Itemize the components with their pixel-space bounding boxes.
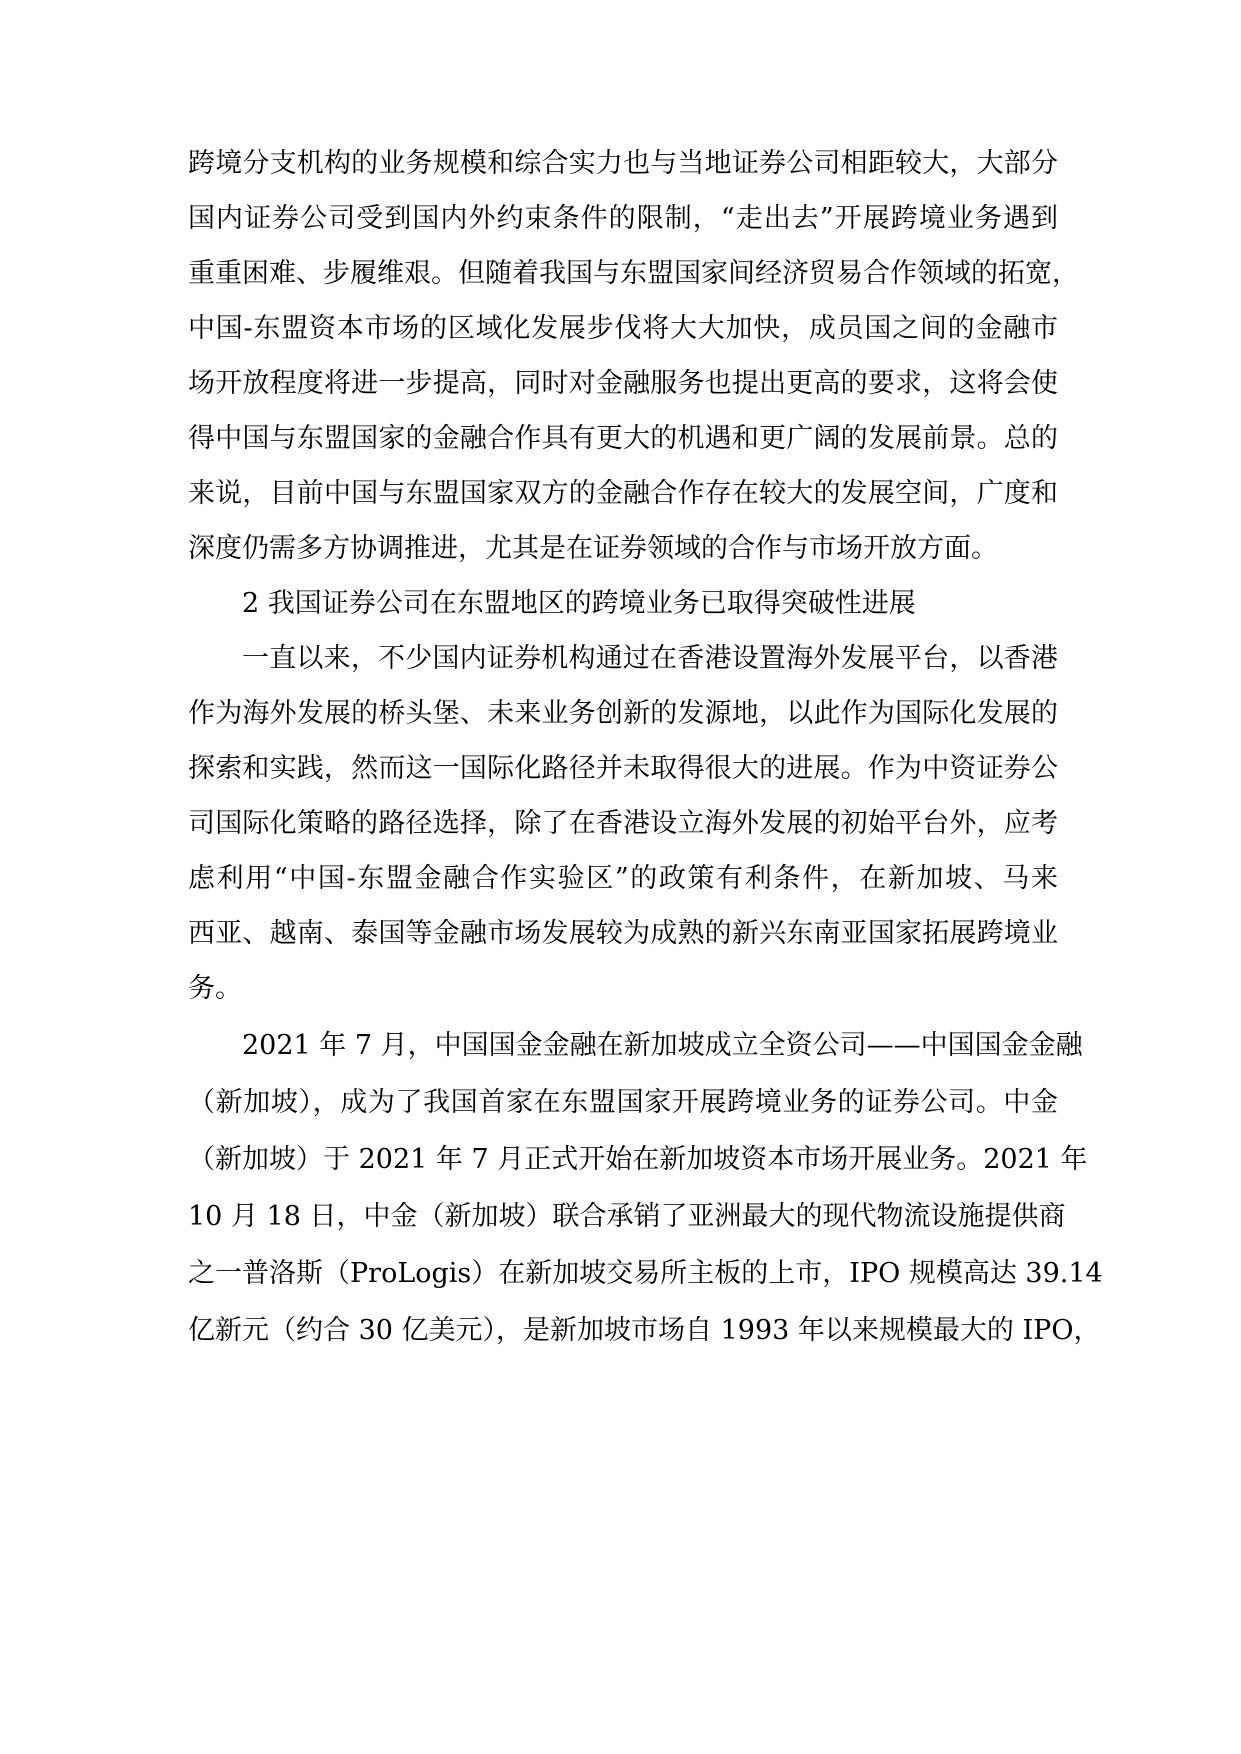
text-line: 国内证券公司受到国内外约束条件的限制，“走出去”开展跨境业务遇到 [188,203,1058,234]
section-heading: 2 我国证券公司在东盟地区的跨境业务已取得突破性进展 [242,588,916,619]
text-line: 深度仍需多方协调推进，尤其是在证券领域的合作与市场开放方面。 [188,533,998,564]
text-line: （新加坡），成为了我国首家在东盟国家开展跨境业务的证券公司。中金 [188,1087,1058,1118]
text-line: 务。 [188,973,242,1004]
text-line: 跨境分支机构的业务规模和综合实力也与当地证券公司相距较大，大部分 [188,148,1058,179]
text-line: 探索和实践，然而这一国际化路径并未取得很大的进展。作为中资证券公 [188,753,1058,784]
text-line: 重重困难、步履维艰。但随着我国与东盟国家间经济贸易合作领域的拓宽， [188,258,1079,289]
text-line: 10 月 18 日，中金（新加坡）联合承销了亚洲最大的现代物流设施提供商 [188,1201,1066,1232]
text-line: 虑利用“中国-东盟金融合作实验区”的政策有利条件，在新加坡、马来 [188,863,1058,894]
text-line: 司国际化策略的路径选择，除了在香港设立海外发展的初始平台外，应考 [188,808,1058,839]
text-line: 之一普洛斯（ProLogis）在新加坡交易所主板的上市，IPO 规模高达 39.14 [188,1258,1103,1289]
text-line: 得中国与东盟国家的金融合作具有更大的机遇和更广阔的发展前景。总的 [188,423,1058,454]
text-line: 中国-东盟资本市场的区域化发展步伐将大大加快，成员国之间的金融市 [188,313,1058,344]
text-line: 2021 年 7 月，中国国金金融在新加坡成立全资公司——中国国金金融 [242,1030,1083,1061]
text-line: 场开放程度将进一步提高，同时对金融服务也提出更高的要求，这将会使 [188,368,1058,399]
text-line: 来说，目前中国与东盟国家双方的金融合作存在较大的发展空间，广度和 [188,478,1058,509]
text-line: 一直以来，不少国内证券机构通过在香港设置海外发展平台，以香港 [242,643,1058,674]
text-line: （新加坡）于 2021 年 7 月正式开始在新加坡资本市场开展业务。2021 年 [188,1144,1088,1175]
text-line: 西亚、越南、泰国等金融市场发展较为成熟的新兴东南亚国家拓展跨境业 [188,918,1058,949]
text-line: 亿新元（约合 30 亿美元），是新加坡市场自 1993 年以来规模最大的 IPO， [188,1315,1101,1346]
text-line: 作为海外发展的桥头堡、未来业务创新的发源地，以此作为国际化发展的 [188,698,1058,729]
